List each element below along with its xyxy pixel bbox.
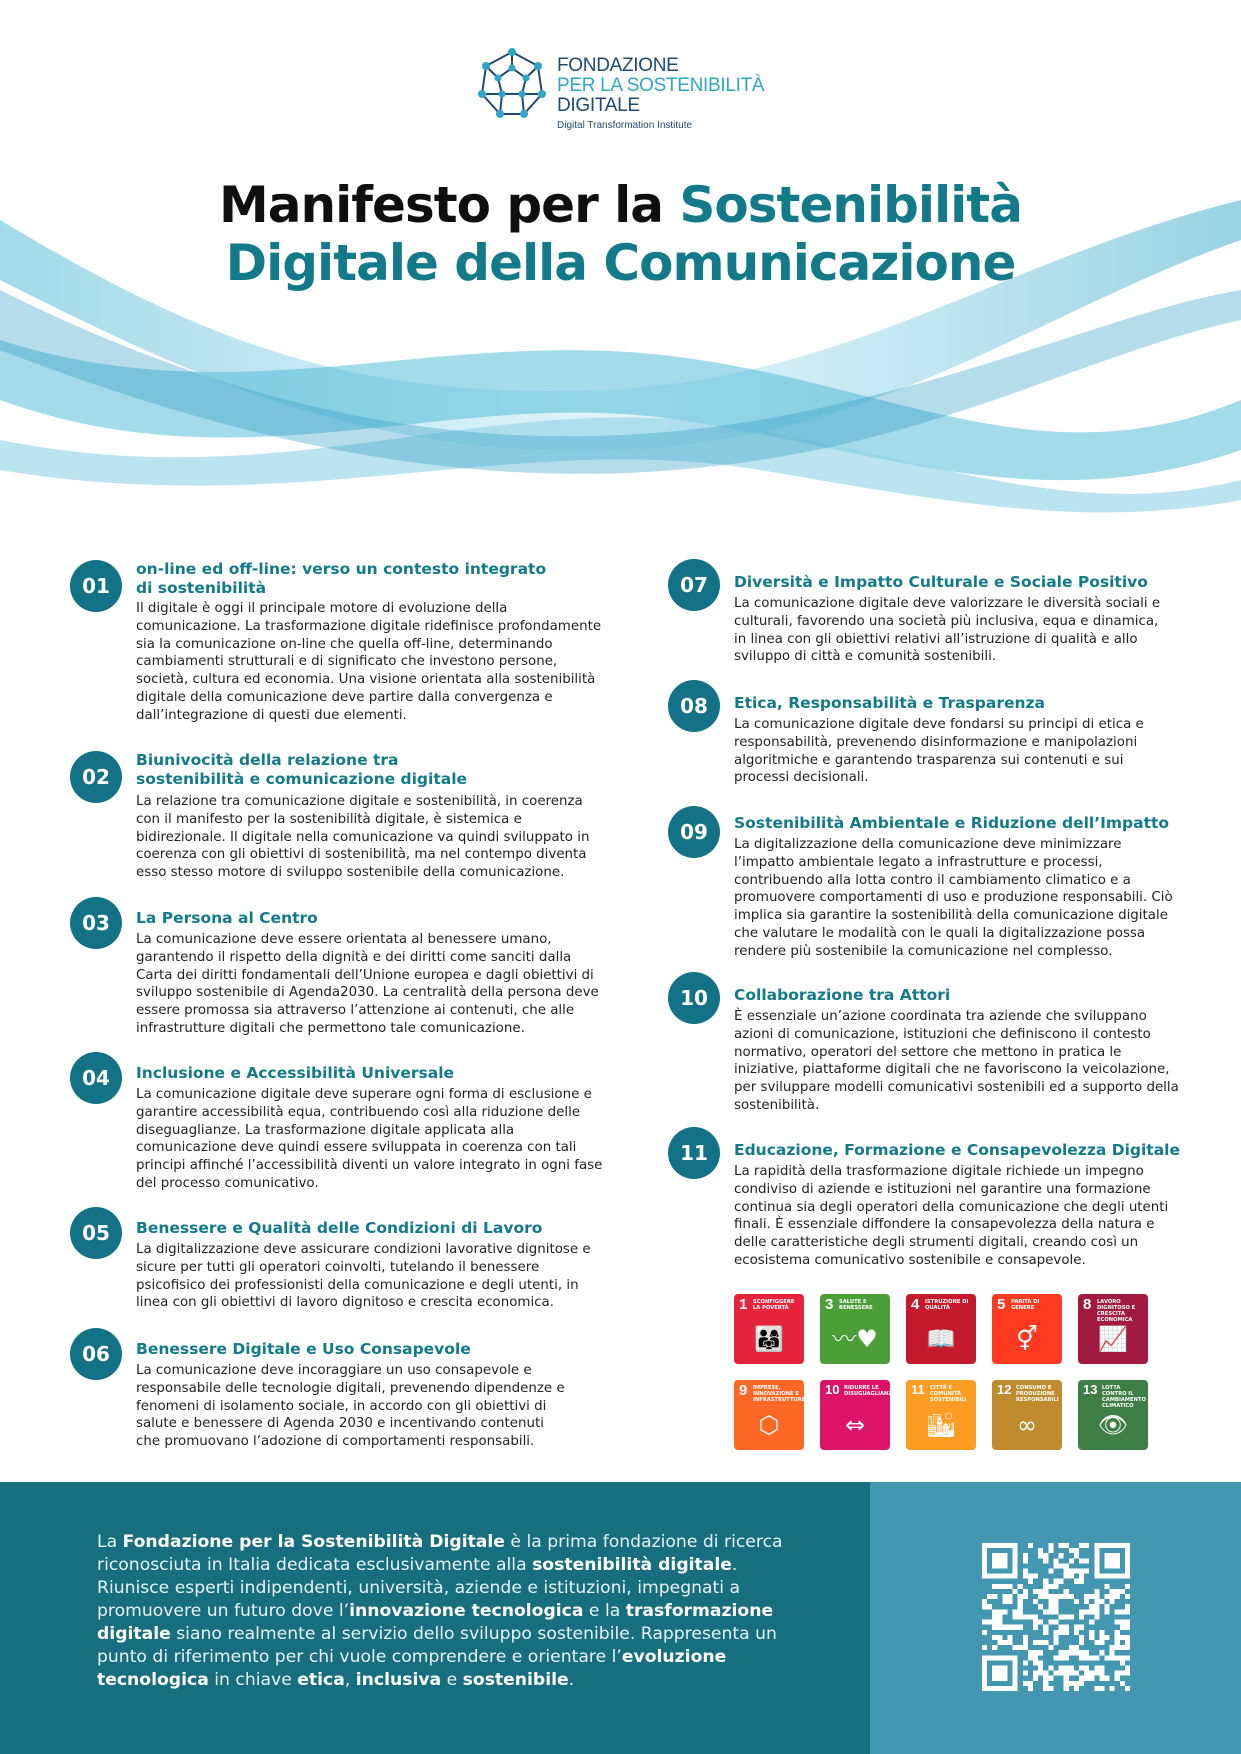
item-number: 01 (70, 560, 122, 612)
manifesto-item-01 (70, 560, 620, 730)
item-body: La comunicazione digitale deve superare ogni forma di esclusione e garantire accessibilità equa, contribuendo così alla riduzione delle diseguaglianze. La trasformazione digitale applicata alla comunicazione deve quindi essere sviluppata in coerenza con tali principi affinché l’accessibilità diventi un valore integrato in ogni fase del processo comunicativo. (136, 1087, 603, 1191)
sdg-number: 5 (997, 1296, 1006, 1313)
item-title: Sostenibilità Ambientale e Riduzione dell’Impatto (734, 814, 1170, 832)
item-title: Etica, Responsabilità e Trasparenza (734, 694, 1046, 712)
logo-line-2: PER LA SOSTENIBILITÀ (557, 75, 765, 96)
sdg-12-icon (992, 1380, 1062, 1450)
item-title: La Persona al Centro (136, 909, 318, 927)
sdg-4-icon (906, 1294, 976, 1364)
item-body: La relazione tra comunicazione digitale e sostenibilità, in coerenza con il manifesto per la sostenibilità digitale, è sistemica e bidirezionale. Il digitale nella comunicazione va quindi sviluppato in coerenza con gli obiettivi di sostenibilità, ma nel contempo diventa esso stesso motore di sviluppo sostenibile della comunicazione. (136, 794, 590, 881)
logo-line-3: DIGITALE (557, 95, 640, 116)
sdg-label: IMPRESE, INNOVAZIONE E INFRASTRUTTURE (753, 1385, 806, 1403)
sdg-5-icon (992, 1294, 1062, 1364)
manifesto-item-07 (668, 559, 1188, 679)
growth-icon: 📈 (1098, 1325, 1128, 1353)
sdg-label: LOTTA CONTRO IL CAMBIAMENTO CLIMATICO (1102, 1385, 1146, 1409)
manifesto-item-05 (70, 1207, 620, 1327)
equality-icon: ⇔ (844, 1411, 866, 1439)
sdg-9-icon (734, 1380, 804, 1450)
item-body: È essenziale un’azione coordinata tra aziende che sviluppano azioni di comunicazione, istituzioni che definiscono il contesto normativo, operatori del settore che mettono in pratica le iniziative, piattaforme digitali che ne favoriscono la veicolazione, per sviluppare modelli comunicativi sostenibili ed a supporto della sostenibilità. (734, 1009, 1179, 1113)
item-body: La comunicazione deve incoraggiare un uso consapevole e responsabile delle tecnologie digitali, prevenendo dipendenze e fenomeni di isolamento sociale, in accordo con gli obiettivi di salute e benessere di Agenda 2030 e incentivando contenuti che promuovano l’adozione di comportamenti responsabili. (136, 1363, 565, 1450)
city-icon: 🏙 (925, 1411, 957, 1439)
people-icon: 👨‍👩‍👧 (754, 1325, 784, 1353)
item-number: 08 (668, 680, 720, 732)
item-number: 03 (70, 897, 122, 949)
manifesto-item-02 (70, 751, 620, 891)
foundation-logo (476, 46, 776, 132)
item-number: 05 (70, 1207, 122, 1259)
title-line-2: Digitale della Comunicazione (225, 234, 1016, 292)
sdg-11-icon (906, 1380, 976, 1450)
item-body: La digitalizzazione deve assicurare condizioni lavorative dignitose e sicure per tutti gli operatori coinvolti, tutelando il benessere psicofisico dei professionisti della comunicazione e degli utenti, in linea con gli obiettivi di lavoro dignitoso e crescita economica. (136, 1242, 591, 1311)
qr-code[interactable] (982, 1543, 1130, 1691)
manifesto-item-04 (70, 1052, 620, 1202)
sdg-label: LAVORO DIGNITOSO E CRESCITA ECONOMICA (1097, 1299, 1136, 1323)
item-number: 02 (70, 751, 122, 803)
item-number: 10 (668, 972, 720, 1024)
item-title: on-line ed off-line: verso un contesto integrato di sostenibilità (136, 560, 547, 597)
manifesto-item-03 (70, 897, 620, 1047)
sdg-number: 11 (911, 1382, 925, 1397)
page-title (0, 176, 1241, 292)
infinity-icon: ∞ (1017, 1411, 1037, 1439)
manifesto-item-11 (668, 1127, 1188, 1277)
sdg-number: 9 (739, 1382, 748, 1399)
title-part-2: Sostenibilità (679, 176, 1022, 234)
item-body: La comunicazione digitale deve valorizzare le diversità sociali e culturali, favorendo una società più inclusiva, equa e dinamica, in linea con gli obiettivi relativi all’istruzione di qualità e allo sviluppo di città e comunità sostenibili. (734, 596, 1161, 665)
logo-line-1: FONDAZIONE (557, 55, 679, 76)
manifesto-item-06 (70, 1328, 620, 1458)
book-icon: 📖 (926, 1325, 956, 1353)
item-number: 11 (668, 1127, 720, 1179)
sdg-10-icon (820, 1380, 896, 1450)
logo-subtitle: Digital Transformation Institute (557, 120, 693, 131)
sdg-label: SCONFIGGERE LA POVERTÀ (753, 1299, 795, 1311)
sdg-icons-grid (734, 1294, 1150, 1452)
eye-globe-icon: 👁 (1097, 1411, 1129, 1439)
sdg-number: 8 (1083, 1296, 1092, 1313)
sdg-13-icon (1078, 1380, 1148, 1450)
item-title: Collaborazione tra Attori (734, 986, 951, 1004)
item-number: 06 (70, 1328, 122, 1380)
title-part-1: Manifesto per la (219, 176, 680, 234)
item-title: Inclusione e Accessibilità Universale (136, 1064, 455, 1082)
gender-icon: ⚥ (1016, 1325, 1038, 1353)
heartbeat-icon: 〰♥ (832, 1325, 878, 1353)
sdg-number: 13 (1083, 1382, 1098, 1397)
sdg-label: RIDURRE LE DISUGUAGLIANZE (844, 1385, 896, 1397)
sdg-1-icon (734, 1294, 804, 1364)
item-body: La digitalizzazione della comunicazione deve minimizzare l’impatto ambientale legato a infrastrutture e processi, contribuendo alla lotta contro il cambiamento climatico e a promuovere comportamenti di uso e produzione responsabili. Ciò implica sia garantire la sostenibilità della comunicazione digitale che valutare le modalità con le quali la digitalizzazione possa rendere più sostenibile la comunicazione nel complesso. (734, 837, 1173, 959)
sdg-label: PARITÀ DI GENERE (1011, 1299, 1040, 1311)
network-ball-icon (476, 48, 548, 120)
sdg-number: 12 (997, 1382, 1012, 1397)
sdg-number: 3 (825, 1296, 834, 1313)
item-title: Biunivocità della relazione tra sostenibilità e comunicazione digitale (136, 751, 468, 788)
item-title: Educazione, Formazione e Consapevolezza Digitale (734, 1141, 1180, 1159)
cubes-icon: ⬡ (758, 1411, 780, 1439)
item-body: La comunicazione deve essere orientata al benessere umano, garantendo il rispetto della dignità e dei diritti come sanciti dalla Carta dei diritti fondamentali dell’Unione europea e dagli obiettivi di sviluppo sostenibile di Agenda2030. La centralità della persona deve essere promossa sia attraverso l’attenzione ai contenuti, che alle infrastrutture digitali che permettono tale comunicazione. (136, 932, 599, 1036)
sdg-number: 1 (739, 1296, 748, 1313)
manifesto-item-08 (668, 680, 1188, 790)
sdg-3-icon (820, 1294, 890, 1364)
item-number: 04 (70, 1052, 122, 1104)
sdg-number: 4 (911, 1296, 920, 1313)
item-body: La rapidità della trasformazione digitale richiede un impegno condiviso di aziende e istituzioni nel garantire una formazione continua sia degli operatori della comunicazione che degli utenti finali. È essenziale diffondere la consapevolezza della natura e delle caratteristiche degli strumenti digitali, creando così un ecosistema comunicativo sostenibile e consapevole. (734, 1164, 1169, 1268)
item-title: Benessere Digitale e Uso Consapevole (136, 1340, 471, 1358)
manifesto-item-10 (668, 972, 1188, 1122)
item-body: La comunicazione digitale deve fondarsi su principi di etica e responsabilità, prevenendo disinformazione e manipolazioni algoritmiche e garantendo trasparenza sui contenuti e sui processi decisionali. (734, 717, 1144, 786)
manifesto-item-09 (668, 806, 1188, 966)
foundation-description: La Fondazione per la Sostenibilità Digitale è la prima fondazione di ricerca riconosciuta in Italia dedicata esclusivamente alla sostenibilità digitale. Riunisce esperti indipendenti, università, aziende e istituzioni, impegnati a promuovere un futuro dove l’innovazione tecnologica e la trasformazione digitale siano realmente al servizio dello sviluppo sostenibile. Rappresenta un punto di riferimento per chi vuole comprendere e orientare l’evoluzione tecnologica in chiave etica, inclusiva e sostenibile. (97, 1532, 783, 1690)
sdg-label: SALUTE E BENESSERE (839, 1299, 873, 1311)
sdg-8-icon (1078, 1294, 1148, 1364)
sdg-label: CONSUMO E PRODUZIONE RESPONSABILI (1016, 1385, 1059, 1403)
sdg-number: 10 (825, 1382, 840, 1397)
item-title: Benessere e Qualità delle Condizioni di Lavoro (136, 1219, 543, 1237)
sdg-label: ISTRUZIONE DI QUALITÀ (925, 1299, 969, 1311)
item-body: Il digitale è oggi il principale motore di evoluzione della comunicazione. La trasformazione digitale ridefinisce profondamente sia la comunicazione on-line che quella off-line, determinando cambiamenti strutturali e di significato che investono persone, società, cultura ed economia. Una visione orientata alla sostenibilità digitale della comunicazione deve partire dalla convergenza e dall’integrazione di questi due elementi. (136, 601, 602, 723)
item-number: 07 (668, 559, 720, 611)
sdg-label: CITTÀ E COMUNITÀ SOSTENIBILI (930, 1385, 967, 1403)
item-number: 09 (668, 806, 720, 858)
item-title: Diversità e Impatto Culturale e Sociale Positivo (734, 573, 1148, 591)
